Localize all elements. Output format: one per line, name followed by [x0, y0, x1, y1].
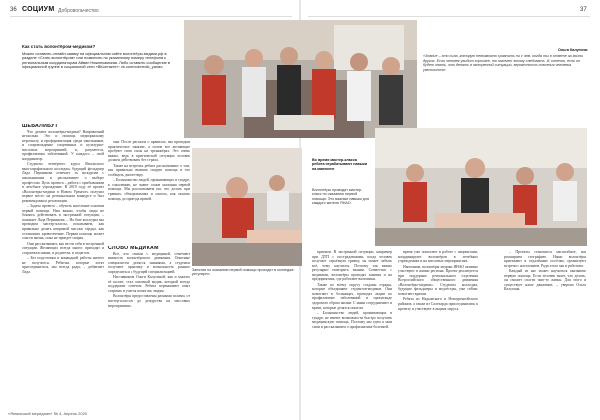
caption-right-lead-text: Во время мастер-класса ребята отрабатывают навыки на манекене	[312, 158, 368, 171]
col2-paragraph: Также на встречах ребята рассказывают о том, как правильно вызвать скорую помощь и что сообщить диспетчеру.	[108, 163, 190, 177]
header-divider-left	[10, 16, 292, 17]
article-column-1	[22, 124, 104, 409]
col5-paragraph: Каждый из нас может научиться оказывать первую помощь. Если человек знает, что делать, он сможет спасти чью-то жизнь. Для этого и существует наше движение, – уверена Ольга Калугина.	[504, 269, 586, 292]
page-number-right: 37	[580, 7, 587, 13]
intro-text: Можно оставить онлайн-заявку на официальном сайте волонтёры-медики.рф в разделе «Стать волонтёром» или позвонить по указанному номеру телефона к региональным координаторам Айвин Нижнекамская. Либо оставить сообщение в официальной группе в социальной сети «ВКонтакте»: vk.com/volmedic_yanao.	[22, 50, 170, 70]
caption-cpr: Занятия по оказанию первой помощи проходят в колледже регулярно	[192, 268, 294, 277]
col5-paragraph: – Проекты становятся масштабнее, мы расширяем географию. Наши волонтёры приезжают в отдалённые посёлки, организуют встречи с населением. Ради этого мы и работаем.	[504, 250, 586, 268]
section-heading: ШЕВАЛИБУТ	[22, 124, 59, 129]
col3-paragraph: приемов. В экстренной ситуации, например при ДТП с пострадавшими, когда человек получает серьёзную травму, он может забыть всё, чему научился. Поэтому так важно регулярно повторять знания. Совместно с медиками, волонтёры проводят занятия и на предприятиях, где работают вахтовики.	[312, 250, 392, 282]
quote-block	[423, 48, 588, 72]
col2-paragraph: они. После рассказа о правилах, мы проводим практическое занятие, а потом все желающие пробуют свои силы на тренажёрах. Это очень важно, ведь в критической ситуации человек должен действовать без страха.	[108, 140, 190, 163]
photo-cpr-training	[192, 148, 302, 266]
footer-publication: «Ямальский меридиан» № 4, Апрель 2020	[8, 411, 88, 416]
photo-masterclass	[375, 128, 587, 246]
brand-title: СОЦИУМ	[22, 6, 55, 13]
article-column-3	[312, 250, 392, 410]
quote-author: Ольга Калугина:	[557, 48, 588, 52]
article-column-4	[398, 250, 478, 410]
col3-paragraph: Также по всему округу созданы отряды, которые объединяют студентов-медиков. Они помогают в больницах, проводят акции по профилактике заболеваний и пропаганде здорового образа жизни. С ними сотрудничают и врачи, которые делятся опытом.	[312, 282, 392, 310]
intro-question: Как стать волонтёром-медиком?	[22, 44, 96, 49]
intro-block	[22, 45, 182, 70]
col3-paragraph: – Большинство людей, проживающих в тундре, не имеют возможности быстро получить медицинскую помощь. Поэтому мы едем к ним сами и рассказываем о профилактике болезней.	[312, 311, 392, 329]
col1-paragraph: Студенты четвёртого курса Ямальского многопрофильного колледжа, будущий фельдшер Лада Перминова отвечает за экскурсии с школьниками и рассказывает о выборе профессии. Цель проекта – работа с прибывшими в лечебное учреждение. В 2019 году её проект «Волонтеры-медики в Новом Уренгое» получил первое место на региональном конкурсе и был рекомендован к реализации.	[22, 162, 104, 203]
caption-right-lead	[312, 158, 370, 171]
col4-paragraph: Напомним, волонтёры-медики ЯНАО активно участвуют в жизни региона. Проект реализуется при поддержке регионального отделения Всероссийского общественного движения «Волонтёры-медики». Студенты колледжа, будущие фельдшеры и медсёстры, уже сейчас помогают врачам.	[398, 264, 478, 296]
col1-paragraph: – Задача проекта – обучить население основам первой помощи. Нам важно, чтобы люди не боялись действовать в экстренной ситуации, – поясняет Лада Перминова. – На базе колледжа мы проводим мастер-классы, показываем, как правильно делать непрямой массаж сердца, как остановить кровотечение. Первая помощь может спасти жизнь, пока не приедет скорая.	[22, 204, 104, 241]
col1-paragraph: Они рассказывают, как вести себя в экстренной ситуации. Желающих всегда много: приходят и старшеклассники, и родители, и педагоги.	[22, 241, 104, 255]
page-number-left: 36	[10, 7, 17, 13]
article-column-2	[108, 140, 190, 230]
col2b-paragraph: Всё, кто связан с медициной, отмечают важность волонтёрского движения. Опытные специалисты делятся знаниями, а студенты получают практику и возможность раньше определиться с будущей специализацией.	[108, 251, 190, 274]
col2b-paragraph: Наставником Ольги Калугиной, как и многих её коллег, стал опытный медик, который всегда поддержит советом. Ребята перенимают опыт старших и учатся помогать людям.	[108, 275, 190, 293]
article-column-5	[504, 250, 586, 410]
photo-volunteers-group	[184, 20, 417, 138]
quote-text: «Знание – это сила, которую невозможно сравнить ни с чем, когда ты в ответе за жизни других. Если человек увидит хорошее, то захочет этому следовать. И, конечно, если он будет знать, что делать в экстренной ситуации, вероятность спасения человека увеличится».	[423, 54, 583, 72]
caption-right-mid: Волонтёры проводят мастер-класс по оказанию первой помощи. Это важные навыки для каждого жителя ЯНАО.	[312, 188, 370, 206]
col2b-paragraph: Волонтёры предоставлены разными силами, от мастер-классов до дежурства на массовых мероприятиях.	[108, 294, 190, 308]
article-column-2b	[108, 246, 190, 410]
col4-paragraph: Ребята из Надымского и Новоуренгойского районов, а также из Салехарда присоединились к проекту и участвуют в акциях округа.	[398, 297, 478, 311]
col4-paragraph: время уже помогают в работе с пациентами, координируют волонтёров в лечебных учреждениях и на массовых мероприятиях.	[398, 250, 478, 264]
subheading-medics: СЛОВО МЕДИКАМ	[108, 246, 159, 251]
section-title: Добровольчество	[58, 7, 99, 14]
col1-paragraph: Что делают волонтёры-медики? Направлений несколько. Это и помощь медицинскому персоналу, и профориентация среди школьников, и сопровождение спортивных и культурно-массовых мероприятий, и, разумеется, профилактика заболеваний. У каждого – свой координатор.	[22, 129, 104, 161]
header-divider-right	[308, 16, 590, 17]
col1-paragraph: – Без подготовки и командной работы ничего не получится. Ребятам, которые хотят присоединиться, мы всегда рады, – добавляет Лада.	[22, 256, 104, 274]
col2-paragraph: – Большинство людей, проживающих в тундре, к сожалению, не знают основ оказания первой помощи. Мы рассказываем им, что делать при травмах, обморожениях и ожогах, как оказать помощь до приезда врачей.	[108, 178, 190, 201]
